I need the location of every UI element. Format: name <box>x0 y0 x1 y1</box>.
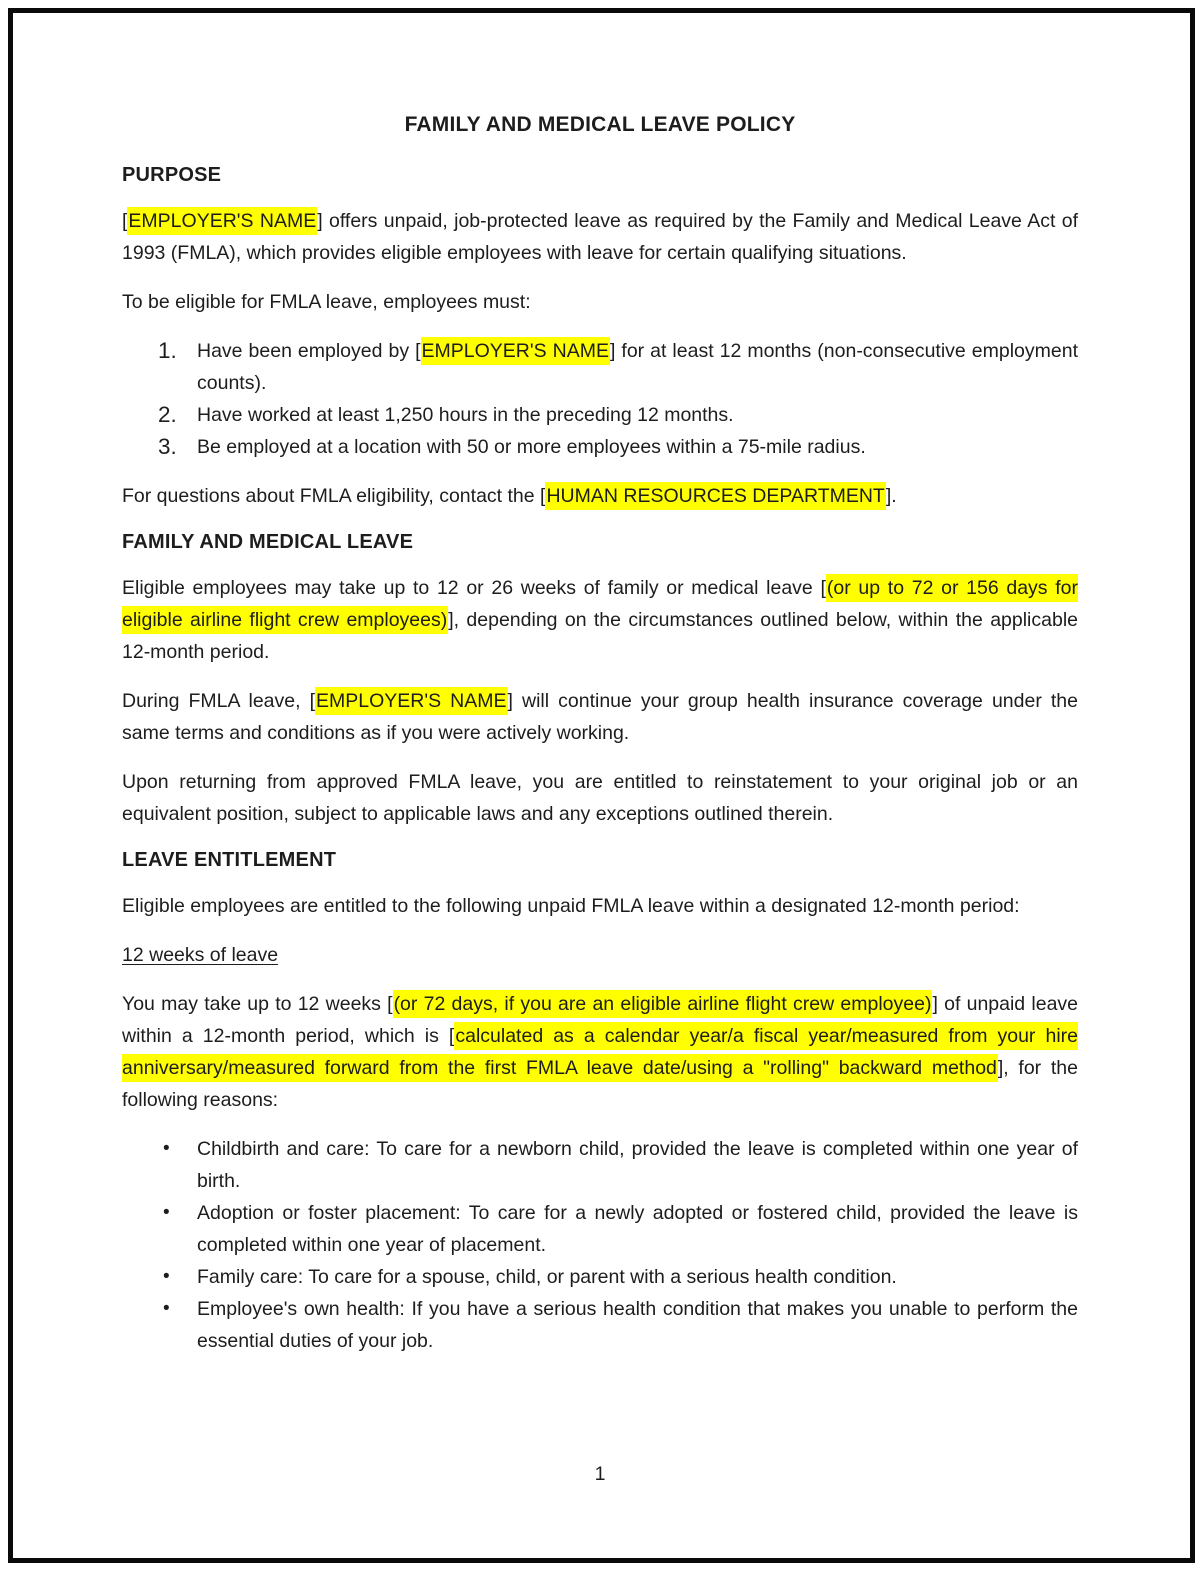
list-item <box>122 1197 1078 1261</box>
bullet-icon: • <box>163 1202 170 1223</box>
bullet-icon: • <box>163 1138 170 1159</box>
list-item <box>122 335 1078 399</box>
list-item-text: Be employed at a location with 50 or more employees within a 75-mile radius. <box>197 436 866 458</box>
list-number: 1. <box>158 338 177 363</box>
section-heading: FAMILY AND MEDICAL LEAVE <box>122 531 414 553</box>
list-number: 3. <box>158 434 177 459</box>
section-heading: PURPOSE <box>122 164 222 186</box>
list-item-text: Have been employed by [EMPLOYER'S NAME] for at least 12 months (non-consecutive employment counts). <box>197 337 1078 394</box>
list-item-text: Employee's own health: If you have a serious health condition that makes you unable to perform the essential duties of your job. <box>197 1298 1078 1352</box>
list-item-text: Have worked at least 1,250 hours in the preceding 12 months. <box>197 404 734 426</box>
underlined-text: 12 weeks of leave <box>122 944 279 966</box>
list-number: 2. <box>158 402 177 427</box>
paragraph: Eligible employees are entitled to the following unpaid FMLA leave within a designated 12-month period: <box>122 895 1020 917</box>
paragraph: Eligible employees may take up to 12 or 26 weeks of family or medical leave [(or up to 72 or 156 days for eligible airline flight crew employees)], depending on the circumstances outlined below, within the applicable 12-month period. <box>122 572 1078 668</box>
document-body <box>122 112 1078 1374</box>
list-item-text: Family care: To care for a spouse, child, or parent with a serious health condition. <box>197 1266 897 1288</box>
paragraph: To be eligible for FMLA leave, employees must: <box>122 291 531 313</box>
highlighted-placeholder: EMPLOYER'S NAME <box>315 687 508 715</box>
subsection-heading <box>122 939 1078 971</box>
paragraph: [EMPLOYER'S NAME] offers unpaid, job-protected leave as required by the Family and Medical Leave Act of 1993 (FMLA), which provides eligible employees with leave for certain qualifying situations. <box>122 205 1078 269</box>
list-item <box>122 1133 1078 1197</box>
paragraph: You may take up to 12 weeks [(or 72 days, if you are an eligible airline flight crew employee)] of unpaid leave within a 12-month period, which is [calculated as a calendar year/a fiscal year/measured from your hire anniversary/measured forward from the first FMLA leave date/using a "rolling" backward method], for the following reasons: <box>122 988 1078 1116</box>
list-item <box>122 1261 1078 1293</box>
document-title: FAMILY AND MEDICAL LEAVE POLICY <box>404 113 796 136</box>
highlighted-placeholder: EMPLOYER'S NAME <box>127 207 317 235</box>
highlighted-placeholder: calculated as a calendar year/a fiscal year/measured from your hire anniversary/measured forward from the first FMLA leave date/using a "rolling" backward method <box>122 1022 1078 1082</box>
paragraph: During FMLA leave, [EMPLOYER'S NAME] will continue your group health insurance coverage under the same terms and conditions as if you were actively working. <box>122 685 1078 749</box>
list-item-text: Adoption or foster placement: To care for a newly adopted or fostered child, provided the leave is completed within one year of placement. <box>197 1202 1078 1256</box>
page-number: 1 <box>594 1463 606 1485</box>
bullet-list <box>122 1133 1078 1357</box>
paragraph: Upon returning from approved FMLA leave, you are entitled to reinstatement to your original job or an equivalent position, subject to applicable laws and any exceptions outlined therein. <box>122 771 1078 825</box>
list-item <box>122 1293 1078 1357</box>
list-item-text: Childbirth and care: To care for a newborn child, provided the leave is completed within one year of birth. <box>197 1138 1078 1192</box>
paragraph: For questions about FMLA eligibility, contact the [HUMAN RESOURCES DEPARTMENT]. <box>122 480 1078 512</box>
highlighted-placeholder: HUMAN RESOURCES DEPARTMENT <box>545 482 885 510</box>
document-blocks <box>122 162 1078 1357</box>
bullet-icon: • <box>163 1298 170 1319</box>
bullet-icon: • <box>163 1266 170 1287</box>
highlighted-placeholder: EMPLOYER'S NAME <box>421 337 610 365</box>
highlighted-placeholder: (or up to 72 or 156 days for eligible airline flight crew employees) <box>122 574 1078 634</box>
highlighted-placeholder: (or 72 days, if you are an eligible airline flight crew employee) <box>393 990 933 1018</box>
list-item <box>122 431 1078 463</box>
list-item <box>122 399 1078 431</box>
ordered-list <box>122 335 1078 463</box>
section-heading: LEAVE ENTITLEMENT <box>122 849 337 871</box>
